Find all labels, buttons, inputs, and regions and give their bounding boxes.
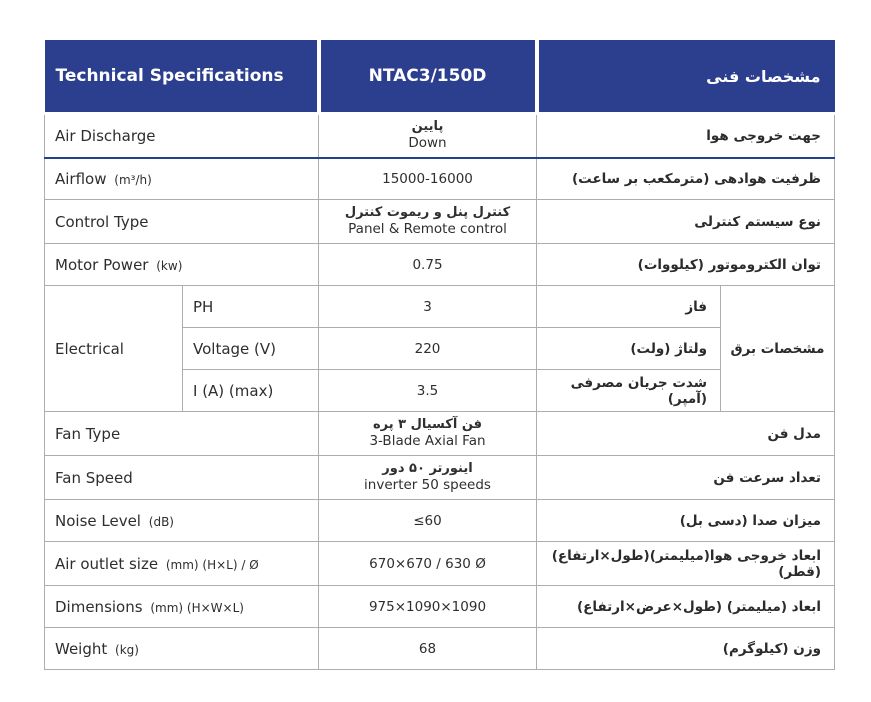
value-fa-line: فن آکسیال ۳ پره (372, 416, 483, 432)
row-noise-level (45, 500, 835, 542)
row-air-discharge (45, 114, 835, 158)
fa-label-motor-power: توان الکتروموتور (کیلووات) (537, 244, 835, 286)
value-weight: 68 (319, 628, 537, 670)
label-text: Dimensions (55, 597, 143, 616)
label-unit: (kg) (115, 642, 139, 657)
fa-label-airflow: ظرفیت هوادهی (مترمکعب بر ساعت) (537, 158, 835, 200)
label-airflow (45, 158, 319, 200)
label-text: Airflow (55, 169, 107, 188)
label-air-discharge (45, 114, 319, 158)
fa-label-weight: وزن (کیلوگرم) (537, 628, 835, 670)
spec-table-wrap (44, 40, 834, 670)
fa-label-voltage: ولتاژ (ولت) (537, 328, 721, 370)
value-ph: 3 (319, 286, 537, 328)
value-en-line: Down (408, 135, 447, 152)
row-airflow (45, 158, 835, 200)
label-noise-level (45, 500, 319, 542)
label-weight (45, 628, 319, 670)
fa-label-noise-level: میزان صدا (دسی بل) (537, 500, 835, 542)
label-text: Control Type (55, 212, 149, 231)
label-air-outlet-size (45, 542, 319, 586)
electrical-group-label-fa: مشخصات برق (721, 286, 835, 412)
label-unit: (kw) (156, 258, 183, 273)
value-control-type (319, 200, 537, 244)
label-unit: (mm) (H×L) / Ø (165, 557, 259, 572)
label-text: Motor Power (55, 255, 149, 274)
label-ph: PH (183, 286, 319, 328)
header-title-fa: مشخصات فنی (537, 40, 835, 114)
label-unit: (mm) (H×W×L) (150, 600, 244, 615)
fa-label-fan-speed: تعداد سرعت فن (537, 456, 835, 500)
row-electrical-ph (45, 286, 835, 328)
value-fa-line: اینورتر ۵۰ دور (382, 460, 473, 476)
label-unit: (m³/h) (114, 172, 152, 187)
fa-label-control-type: نوع سیستم کنترلی (537, 200, 835, 244)
header-row (45, 40, 835, 114)
label-fan-type (45, 412, 319, 456)
label-text: Weight (55, 639, 108, 658)
fa-label-current: شدت جریان مصرفی (آمپر) (537, 370, 721, 412)
value-fan-type (319, 412, 537, 456)
row-control-type (45, 200, 835, 244)
label-fan-speed (45, 456, 319, 500)
fa-label-fan-type: مدل فن (537, 412, 835, 456)
label-text: Air outlet size (55, 554, 159, 573)
spec-table (44, 40, 835, 670)
fa-label-ph: فاز (537, 286, 721, 328)
value-en-line: Panel & Remote control (348, 221, 507, 238)
header-model: NTAC3/150D (319, 40, 537, 114)
row-weight (45, 628, 835, 670)
row-fan-speed (45, 456, 835, 500)
value-en-line: 3-Blade Axial Fan (369, 433, 486, 450)
value-air-outlet-size: 670×670 / 630 Ø (319, 542, 537, 586)
row-dimensions (45, 586, 835, 628)
value-noise-level: ≤60 (319, 500, 537, 542)
value-current: 3.5 (319, 370, 537, 412)
value-voltage: 220 (319, 328, 537, 370)
label-control-type (45, 200, 319, 244)
electrical-group-label: Electrical (45, 286, 183, 412)
label-voltage: Voltage (V) (183, 328, 319, 370)
label-motor-power (45, 244, 319, 286)
row-motor-power (45, 244, 835, 286)
value-fan-speed (319, 456, 537, 500)
value-air-discharge (319, 114, 537, 158)
label-current: I (A) (max) (183, 370, 319, 412)
value-motor-power: 0.75 (319, 244, 537, 286)
label-unit: (dB) (148, 514, 174, 529)
fa-label-air-discharge: جهت خروجی هوا (537, 114, 835, 158)
fa-label-dimensions: ابعاد (میلیمتر) (طول×عرض×ارتفاع) (537, 586, 835, 628)
header-title-en: Technical Specifications (45, 40, 319, 114)
value-airflow: 15000-16000 (319, 158, 537, 200)
row-fan-type (45, 412, 835, 456)
label-text: Fan Speed (55, 468, 133, 487)
value-fa-line: کنترل پنل و ریموت کنترل (344, 204, 511, 220)
value-fa-line: پایین (411, 119, 444, 135)
value-en-line: inverter 50 speeds (364, 477, 491, 494)
label-text: Noise Level (55, 511, 141, 530)
value-dimensions: 975×1090×1090 (319, 586, 537, 628)
fa-label-air-outlet-size: ابعاد خروجی هوا(میلیمتر)(طول×ارتفاع)(قطر) (537, 542, 835, 586)
label-dimensions (45, 586, 319, 628)
label-text: Air Discharge (55, 126, 156, 145)
row-air-outlet-size (45, 542, 835, 586)
label-text: Fan Type (55, 424, 121, 443)
